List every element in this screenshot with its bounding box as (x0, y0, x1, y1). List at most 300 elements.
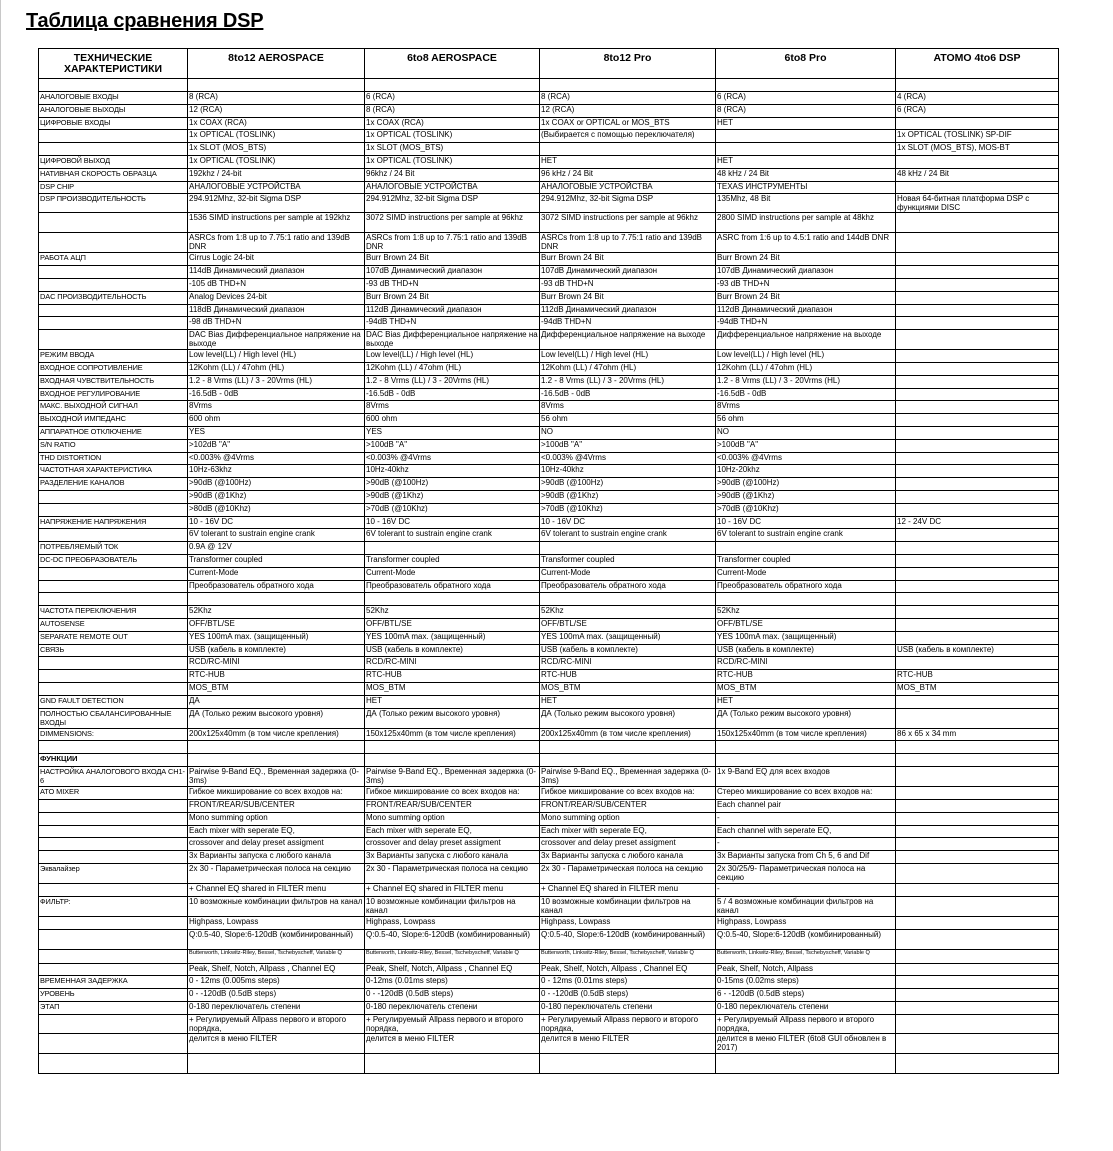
table-cell: 1x SLOT (MOS_BTS), MOS-BT (896, 143, 1059, 156)
table-cell: Peak, Shelf, Notch, Allpass , Channel EQ (188, 963, 365, 976)
table-cell (896, 401, 1059, 414)
table-cell (896, 304, 1059, 317)
table-row (39, 452, 1059, 465)
table-cell (896, 787, 1059, 800)
table-cell: Стерео микширование со всех входов на: (716, 787, 896, 800)
table-cell (896, 851, 1059, 864)
table-cell: Low level(LL) / High level (HL) (716, 350, 896, 363)
table-cell: Current-Mode (540, 567, 716, 580)
table-row (39, 168, 1059, 181)
row-label-cell (39, 233, 188, 253)
table-cell: >100dB "A" (540, 439, 716, 452)
table-cell: Преобразователь обратного хода (188, 580, 365, 593)
table-cell (365, 1053, 540, 1073)
row-label-cell (39, 683, 188, 696)
table-cell: RCD/RC-MINI (365, 657, 540, 670)
row-label-cell (39, 567, 188, 580)
table-cell: ДА (188, 695, 365, 708)
table-cell: 1x OPTICAL (TOSLINK) (365, 155, 540, 168)
row-label-cell: ЧАСТОТНАЯ ХАРАКТЕРИСТИКА (39, 465, 188, 478)
table-cell (896, 490, 1059, 503)
table-cell: Each mixer with seperate EQ, (365, 825, 540, 838)
table-cell: Дифференциальное напряжение на выходе (716, 330, 896, 350)
table-row (39, 657, 1059, 670)
table-cell: 4 (RCA) (896, 92, 1059, 105)
row-label-cell (39, 916, 188, 929)
table-cell: >90dB (@1Khz) (540, 490, 716, 503)
table-cell: RTC-HUB (716, 670, 896, 683)
row-label-cell: SEPARATE REMOTE OUT (39, 631, 188, 644)
table-cell (896, 580, 1059, 593)
table-cell: 3072 SIMD instructions per sample at 96khz (365, 213, 540, 233)
page-edge-rule (0, 0, 1, 1151)
table-cell: 1x SLOT (MOS_BTS) (365, 143, 540, 156)
table-cell (896, 233, 1059, 253)
row-label-cell (39, 657, 188, 670)
table-row (39, 375, 1059, 388)
table-cell: (Выбирается с помощью переключателя) (540, 130, 716, 143)
row-label-cell: ПОЛНОСТЬЮ СБАЛАНСИРОВАННЫЕ ВХОДЫ (39, 708, 188, 728)
table-cell: ДА (Только режим высокого уровня) (716, 708, 896, 728)
table-cell: YES (188, 426, 365, 439)
table-body (39, 79, 1059, 1074)
table-cell: 10 - 16V DC (188, 516, 365, 529)
row-label-cell: AUTOSENSE (39, 619, 188, 632)
table-cell (896, 916, 1059, 929)
table-cell: Q:0.5-40, Slope:6-120dB (комбинированный) (365, 929, 540, 949)
column-header: 6to8 Pro (716, 49, 896, 79)
table-cell: Pairwise 9-Band EQ., Временная задержка (0-3ms) (188, 767, 365, 787)
table-cell: -16.5dB - 0dB (716, 388, 896, 401)
table-cell: 1.2 - 8 Vrms (LL) / 3 - 20Vrms (HL) (365, 375, 540, 388)
row-label-cell (39, 812, 188, 825)
table-row (39, 143, 1059, 156)
table-cell: 48 kHz / 24 Bit (896, 168, 1059, 181)
table-row (39, 478, 1059, 491)
table-cell: 10 возможные комбинации фильтров на канал (540, 896, 716, 916)
table-cell (716, 593, 896, 606)
table-row (39, 916, 1059, 929)
table-cell (896, 896, 1059, 916)
table-cell (896, 754, 1059, 767)
table-cell: crossover and delay preset assigment (540, 838, 716, 851)
table-cell (896, 253, 1059, 266)
table-row (39, 516, 1059, 529)
table-row (39, 787, 1059, 800)
table-row (39, 529, 1059, 542)
table-cell: ДА (Только режим высокого уровня) (365, 708, 540, 728)
row-label-cell (39, 330, 188, 350)
row-label-cell (39, 266, 188, 279)
table-cell: >90dB (@1Khz) (716, 490, 896, 503)
table-cell (540, 79, 716, 92)
table-cell: 6 (RCA) (896, 104, 1059, 117)
row-label-cell: DC-DC ПРЕОБРАЗОВАТЕЛЬ (39, 554, 188, 567)
table-cell (896, 155, 1059, 168)
row-label-cell: АНАЛОГОВЫЕ ВЫХОДЫ (39, 104, 188, 117)
table-cell (896, 606, 1059, 619)
row-label-cell (39, 949, 188, 963)
table-cell: + Channel EQ shared in FILTER menu (540, 884, 716, 897)
table-cell (896, 117, 1059, 130)
table-cell: 1.2 - 8 Vrms (LL) / 3 - 20Vrms (HL) (540, 375, 716, 388)
table-cell: 2800 SIMD instructions per sample at 48khz (716, 213, 896, 233)
table-cell: 1x COAX or OPTICAL or MOS_BTS (540, 117, 716, 130)
table-row (39, 606, 1059, 619)
table-cell: RTC-HUB (896, 670, 1059, 683)
row-label-cell (39, 317, 188, 330)
table-cell: 0-15ms (0.02ms steps) (716, 976, 896, 989)
table-cell (896, 741, 1059, 754)
table-cell: 200x125x40mm (в том числе крепления) (188, 728, 365, 741)
table-cell: 600 ohm (365, 414, 540, 427)
table-cell (540, 754, 716, 767)
table-cell (896, 317, 1059, 330)
table-cell: 1x SLOT (MOS_BTS) (188, 143, 365, 156)
table-row (39, 388, 1059, 401)
table-row (39, 233, 1059, 253)
table-cell: >90dB (@100Hz) (540, 478, 716, 491)
table-row (39, 130, 1059, 143)
table-row (39, 401, 1059, 414)
table-cell: Burr Brown 24 Bit (716, 291, 896, 304)
table-cell (896, 330, 1059, 350)
table-cell: Cirrus Logic 24-bit (188, 253, 365, 266)
row-label-cell: РАЗДЕЛЕНИЕ КАНАЛОВ (39, 478, 188, 491)
table-cell: 294.912Mhz, 32-bit Sigma DSP (540, 194, 716, 213)
table-cell (896, 989, 1059, 1002)
table-cell: >80dB (@10Khz) (188, 503, 365, 516)
table-row (39, 800, 1059, 813)
row-label-cell: ВХОДНОЕ СОПРОТИВЛЕНИЕ (39, 362, 188, 375)
table-cell (716, 741, 896, 754)
table-cell: 52Khz (188, 606, 365, 619)
dsp-comparison-table (38, 48, 1059, 1074)
table-cell (896, 478, 1059, 491)
table-cell: 6V tolerant to sustrain engine crank (540, 529, 716, 542)
table-cell: 12Kohm (LL) / 47ohm (HL) (365, 362, 540, 375)
table-cell: 294.912Mhz, 32-bit Sigma DSP (188, 194, 365, 213)
table-cell: - (716, 884, 896, 897)
table-cell: 0-180 переключатель степени (188, 1002, 365, 1015)
table-cell (896, 812, 1059, 825)
table-cell: делится в меню FILTER (540, 1033, 716, 1053)
table-cell (896, 278, 1059, 291)
table-cell: 8 (RCA) (365, 104, 540, 117)
row-label-cell (39, 963, 188, 976)
table-cell: -93 dB THD+N (716, 278, 896, 291)
table-cell: FRONT/REAR/SUB/CENTER (365, 800, 540, 813)
table-cell: 0 - -120dB (0.5dB steps) (188, 989, 365, 1002)
row-label-cell (39, 503, 188, 516)
table-cell (896, 631, 1059, 644)
table-row (39, 580, 1059, 593)
row-label-cell: ПОТРЕБЛЯЕМЫЙ ТОК (39, 542, 188, 555)
table-cell (540, 593, 716, 606)
table-cell: 1x OPTICAL (TOSLINK) (188, 130, 365, 143)
table-cell (365, 593, 540, 606)
table-cell: 150x125x40mm (в том числе крепления) (716, 728, 896, 741)
row-label-cell: DIMMENSIONS: (39, 728, 188, 741)
column-header: ТЕХНИЧЕСКИЕ ХАРАКТЕРИСТИКИ (39, 49, 188, 79)
table-cell: 0 - -120dB (0.5dB steps) (540, 989, 716, 1002)
table-row (39, 104, 1059, 117)
table-cell: YES 100mA max. (защищенный) (716, 631, 896, 644)
table-row (39, 593, 1059, 606)
table-cell (896, 949, 1059, 963)
table-cell (896, 1002, 1059, 1015)
table-cell: 1536 SIMD instructions per sample at 192khz (188, 213, 365, 233)
table-cell: НЕТ (716, 117, 896, 130)
table-cell: НЕТ (365, 695, 540, 708)
table-cell: FRONT/REAR/SUB/CENTER (188, 800, 365, 813)
table-row (39, 317, 1059, 330)
table-cell: 1.2 - 8 Vrms (LL) / 3 - 20Vrms (HL) (716, 375, 896, 388)
row-label-cell: ФИЛЬТР: (39, 896, 188, 916)
table-cell (896, 388, 1059, 401)
row-label-cell (39, 884, 188, 897)
table-cell: 96khz / 24 Bit (365, 168, 540, 181)
table-row (39, 1033, 1059, 1053)
table-cell (716, 130, 896, 143)
table-cell: Burr Brown 24 Bit (540, 291, 716, 304)
row-label-cell (39, 79, 188, 92)
table-cell: 12Kohm (LL) / 47ohm (HL) (188, 362, 365, 375)
table-cell: >90dB (@1Khz) (365, 490, 540, 503)
row-label-cell: ФУНКЦИИ (39, 754, 188, 767)
table-row (39, 503, 1059, 516)
table-cell (896, 593, 1059, 606)
table-cell: 135Mhz, 48 Bit (716, 194, 896, 213)
table-cell: >100dB "A" (365, 439, 540, 452)
table-cell: MOS_BTM (365, 683, 540, 696)
table-cell: >70dB (@10Khz) (365, 503, 540, 516)
table-cell: Highpass, Lowpass (188, 916, 365, 929)
row-label-cell: РАБОТА АЦП (39, 253, 188, 266)
table-row (39, 155, 1059, 168)
table-row (39, 304, 1059, 317)
row-label-cell: ВРЕМЕННАЯ ЗАДЕРЖКА (39, 976, 188, 989)
table-cell: 107dB Динамический диапазон (365, 266, 540, 279)
table-cell: OFF/BTL/SE (188, 619, 365, 632)
table-cell: MOS_BTM (716, 683, 896, 696)
table-cell: АНАЛОГОВЫЕ УСТРОЙСТВА (365, 181, 540, 194)
table-row (39, 414, 1059, 427)
table-cell (896, 838, 1059, 851)
table-cell: MOS_BTM (188, 683, 365, 696)
row-label-cell (39, 490, 188, 503)
table-cell: Преобразователь обратного хода (365, 580, 540, 593)
table-cell: 3x Варианты запуска с любого канала (540, 851, 716, 864)
row-label-cell (39, 741, 188, 754)
table-cell (896, 375, 1059, 388)
table-cell: 107dB Динамический диапазон (540, 266, 716, 279)
table-cell: TEXAS ИНСТРУМЕНТЫ (716, 181, 896, 194)
table-cell: 10 возможные комбинации фильтров на канал (365, 896, 540, 916)
table-cell (896, 554, 1059, 567)
table-cell: Mono summing option (188, 812, 365, 825)
table-row (39, 350, 1059, 363)
table-cell (896, 1033, 1059, 1053)
table-cell: 6 - -120dB (0.5dB steps) (716, 989, 896, 1002)
row-label-cell: ЧАСТОТА ПЕРЕКЛЮЧЕНИЯ (39, 606, 188, 619)
row-label-cell: Эквалайзер (39, 864, 188, 884)
table-cell: DAC Bias Дифференциальное напряжение на выходе (188, 330, 365, 350)
table-header-row (39, 49, 1059, 79)
table-cell (896, 362, 1059, 375)
table-cell: RCD/RC-MINI (188, 657, 365, 670)
table-cell: НЕТ (540, 155, 716, 168)
table-cell: NO (716, 426, 896, 439)
row-label-cell: ВЫХОДНОЙ ИМПЕДАНС (39, 414, 188, 427)
table-cell: 10Hz-20khz (716, 465, 896, 478)
table-cell: Highpass, Lowpass (716, 916, 896, 929)
table-row (39, 683, 1059, 696)
table-cell (896, 567, 1059, 580)
table-cell: + Регулируемый Allpass первого и второго порядка, (188, 1014, 365, 1033)
row-label-cell (39, 593, 188, 606)
table-cell: - (716, 812, 896, 825)
table-cell (896, 619, 1059, 632)
table-cell: YES (365, 426, 540, 439)
table-cell: Transformer coupled (188, 554, 365, 567)
table-cell: 0-180 переключатель степени (365, 1002, 540, 1015)
row-label-cell (39, 529, 188, 542)
table-cell: 1x COAX (RCA) (188, 117, 365, 130)
table-row (39, 976, 1059, 989)
table-cell (896, 767, 1059, 787)
table-cell: >70dB (@10Khz) (540, 503, 716, 516)
table-row (39, 490, 1059, 503)
table-cell: YES 100mA max. (защищенный) (540, 631, 716, 644)
table-cell: Transformer coupled (540, 554, 716, 567)
table-cell: 10Hz-63khz (188, 465, 365, 478)
row-label-cell: РЕЖИМ ВВОДА (39, 350, 188, 363)
table-cell: Q:0.5-40, Slope:6-120dB (комбинированный) (540, 929, 716, 949)
table-cell: 112dB Динамический диапазон (540, 304, 716, 317)
table-cell: Current-Mode (365, 567, 540, 580)
table-cell: 52Khz (716, 606, 896, 619)
table-cell: 52Khz (540, 606, 716, 619)
table-cell: 56 ohm (540, 414, 716, 427)
table-row (39, 253, 1059, 266)
table-cell: Гибкое микширование со всех входов на: (188, 787, 365, 800)
row-label-cell (39, 851, 188, 864)
row-label-cell: ЦИФРОВЫЕ ВХОДЫ (39, 117, 188, 130)
table-cell: Each channel pair (716, 800, 896, 813)
table-cell: 6V tolerant to sustrain engine crank (365, 529, 540, 542)
table-cell: -93 dB THD+N (365, 278, 540, 291)
table-cell: 0.9A @ 12V (188, 542, 365, 555)
table-cell: Гибкое микширование со всех входов на: (540, 787, 716, 800)
row-label-cell: S/N RATIO (39, 439, 188, 452)
row-label-cell (39, 143, 188, 156)
table-cell (896, 181, 1059, 194)
table-cell (540, 1053, 716, 1073)
row-label-cell (39, 278, 188, 291)
table-cell: 6 (RCA) (716, 92, 896, 105)
table-cell: 10Hz-40khz (365, 465, 540, 478)
table-cell (896, 825, 1059, 838)
table-row (39, 465, 1059, 478)
row-label-cell: МАКС. ВЫХОДНОЙ СИГНАЛ (39, 401, 188, 414)
table-cell (365, 542, 540, 555)
row-label-cell: ЭТАП (39, 1002, 188, 1015)
table-row (39, 117, 1059, 130)
table-row (39, 884, 1059, 897)
table-cell: 112dB Динамический диапазон (365, 304, 540, 317)
table-cell: Burr Brown 24 Bit (365, 253, 540, 266)
table-cell (896, 657, 1059, 670)
table-cell: 48 kHz / 24 Bit (716, 168, 896, 181)
table-cell: 10 - 16V DC (365, 516, 540, 529)
row-label-cell: АНАЛОГОВЫЕ ВХОДЫ (39, 92, 188, 105)
table-cell: >90dB (@100Hz) (716, 478, 896, 491)
table-cell: 3x Варианты запуска с любого канала (365, 851, 540, 864)
row-label-cell (39, 304, 188, 317)
table-cell: Новая 64-битная платформа DSP с функциями DISC (896, 194, 1059, 213)
table-cell: Current-Mode (716, 567, 896, 580)
table-cell: 52Khz (365, 606, 540, 619)
row-label-cell: НАПРЯЖЕНИЕ НАПРЯЖЕНИЯ (39, 516, 188, 529)
table-cell: Burr Brown 24 Bit (540, 253, 716, 266)
table-cell: Butterworth, Linkwitz-Riley, Bessel, Tschebyscheff, Variable Q (716, 949, 896, 963)
table-cell: Преобразователь обратного хода (716, 580, 896, 593)
table-row (39, 695, 1059, 708)
table-cell (896, 963, 1059, 976)
table-cell: -105 dB THD+N (188, 278, 365, 291)
table-cell: 1x 9-Band EQ для всех входов (716, 767, 896, 787)
table-row (39, 825, 1059, 838)
table-cell: RCD/RC-MINI (716, 657, 896, 670)
table-cell: делится в меню FILTER (365, 1033, 540, 1053)
table-cell: 12Kohm (LL) / 47ohm (HL) (716, 362, 896, 375)
column-header: 6to8 AEROSPACE (365, 49, 540, 79)
table-cell: ДА (Только режим высокого уровня) (540, 708, 716, 728)
row-label-cell: ATO MIXER (39, 787, 188, 800)
table-row (39, 330, 1059, 350)
table-cell (716, 542, 896, 555)
table-cell: USB (кабель в комплекте) (365, 644, 540, 657)
table-cell: crossover and delay preset assigment (365, 838, 540, 851)
table-cell: 10Hz-40khz (540, 465, 716, 478)
row-label-cell (39, 1033, 188, 1053)
table-cell: ASRCs from 1:8 up to 7.75:1 ratio and 139dB DNR (365, 233, 540, 253)
table-cell: -94dB THD+N (716, 317, 896, 330)
table-cell: 192khz / 24-bit (188, 168, 365, 181)
table-cell: + Регулируемый Allpass первого и второго порядка, (365, 1014, 540, 1033)
table-cell: >90dB (@100Hz) (365, 478, 540, 491)
table-row (39, 554, 1059, 567)
table-cell: 0 - 12ms (0.01ms steps) (540, 976, 716, 989)
table-cell: НЕТ (716, 695, 896, 708)
table-cell: 10 - 16V DC (716, 516, 896, 529)
table-cell: + Регулируемый Allpass первого и второго порядка, (540, 1014, 716, 1033)
table-cell (188, 79, 365, 92)
table-cell: НЕТ (716, 155, 896, 168)
table-row (39, 812, 1059, 825)
table-cell (896, 503, 1059, 516)
table-cell: 12Kohm (LL) / 47ohm (HL) (540, 362, 716, 375)
table-cell: ASRCs from 1:8 up to 7.75:1 ratio and 139dB DNR (188, 233, 365, 253)
table-cell: DAC Bias Дифференциальное напряжение на выходе (366, 330, 538, 349)
row-label-cell: DSP ПРОИЗВОДИТЕЛЬНОСТЬ (39, 194, 188, 213)
table-row (39, 439, 1059, 452)
table-cell (540, 143, 716, 156)
table-row (39, 989, 1059, 1002)
table-row (39, 670, 1059, 683)
table-cell: 8 (RCA) (716, 104, 896, 117)
